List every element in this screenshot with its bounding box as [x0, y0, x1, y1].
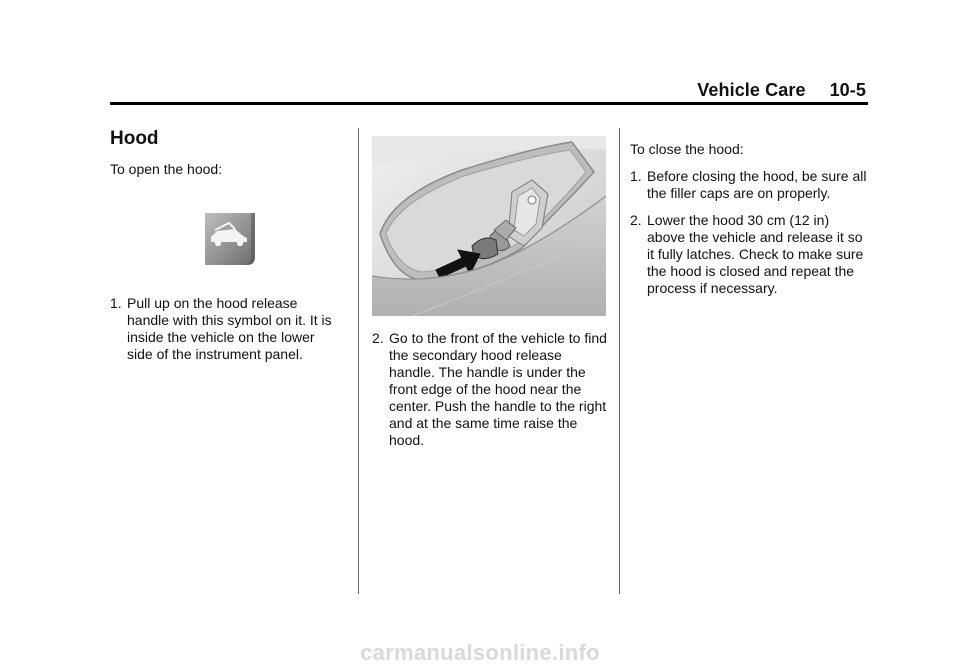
open-intro: To open the hood:: [110, 161, 223, 177]
watermark: carmanualsonline.info: [360, 640, 600, 665]
page-number: 10-5: [829, 80, 866, 100]
list-item: [372, 330, 608, 449]
column-3: [630, 141, 870, 307]
step-number: 1.: [630, 168, 642, 184]
list-item: [110, 295, 340, 363]
list-item: [630, 212, 870, 297]
header-section-title: Vehicle Care: [697, 80, 806, 100]
list-item: [630, 168, 870, 202]
section-heading: Hood: [110, 128, 159, 149]
column-2: [372, 136, 608, 459]
column-1: [110, 128, 340, 373]
step-number: 2.: [630, 212, 642, 228]
running-header: [697, 80, 866, 101]
step-text: Lower the hood 30 cm (12 in) above the vehicle and release it so it fully latches. Check to make sure the hood is closed and repeat the process if necessary.: [647, 212, 864, 296]
hood-latch-illustration: [372, 136, 608, 316]
step-number: 2.: [372, 330, 384, 346]
hood-release-icon: [199, 209, 261, 267]
step-text: Go to the front of the vehicle to find the secondary hood release handle. The handle is under the front edge of the hood near the center. Push the handle to the right and at the same time raise the hood.: [389, 330, 607, 448]
step-text: Before closing the hood, be sure all the filler caps are on properly.: [647, 168, 867, 201]
header-rule: [110, 102, 868, 105]
step-text: Pull up on the hood release handle with this symbol on it. It is inside the vehicle on the lower side of the instrument panel.: [127, 295, 332, 362]
step-number: 1.: [110, 295, 122, 311]
close-intro: To close the hood:: [630, 141, 744, 157]
column-divider-2: [619, 128, 620, 594]
column-divider-1: [358, 128, 359, 594]
